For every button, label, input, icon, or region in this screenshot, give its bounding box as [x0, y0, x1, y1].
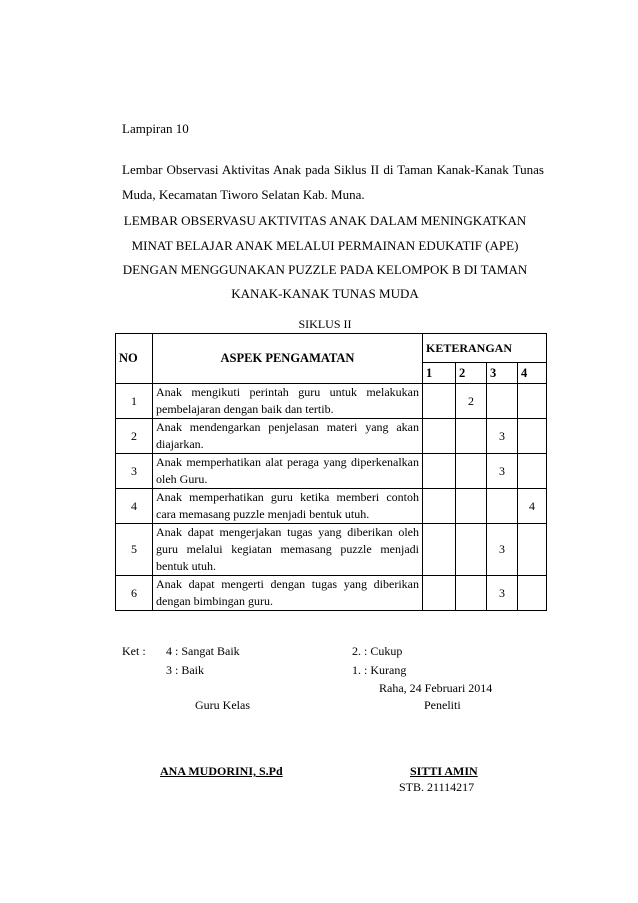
header-keterangan: KETERANGAN — [423, 334, 547, 363]
guru-kelas-label: Guru Kelas — [195, 698, 250, 712]
table-row — [116, 419, 547, 454]
score-cell — [487, 489, 518, 524]
header-aspek: ASPEK PENGAMATAN — [153, 334, 423, 384]
score-value: 3 — [487, 576, 518, 611]
row-number: 1 — [116, 384, 153, 419]
score-header-3: 3 — [487, 363, 518, 384]
table-header-row — [116, 334, 547, 363]
table-row — [116, 454, 547, 489]
table-row — [116, 576, 547, 611]
score-cell — [423, 384, 456, 419]
header-no: NO — [116, 334, 153, 384]
score-cell — [518, 419, 547, 454]
score-cell — [456, 419, 487, 454]
row-aspek: Anak dapat mengerjakan tugas yang diberikan oleh guru melalui kegiatan memasang puzzle menjadi bentuk utuh. — [153, 524, 423, 576]
score-cell — [423, 524, 456, 576]
score-header-2: 2 — [456, 363, 487, 384]
legend-ket-label: Ket : — [122, 644, 146, 658]
score-cell — [423, 454, 456, 489]
score-cell — [456, 489, 487, 524]
score-value: 3 — [487, 419, 518, 454]
peneliti-name: SITTI AMIN — [410, 764, 478, 778]
table-row — [116, 524, 547, 576]
score-cell — [518, 576, 547, 611]
score-header-1: 1 — [423, 363, 456, 384]
row-number: 3 — [116, 454, 153, 489]
table-row — [116, 489, 547, 524]
row-aspek: Anak mengikuti perintah guru untuk melakukan pembelajaran dengan baik dan tertib. — [153, 384, 423, 419]
row-number: 2 — [116, 419, 153, 454]
row-number: 6 — [116, 576, 153, 611]
legend-item-1: 1. : Kurang — [352, 663, 407, 677]
score-cell — [456, 576, 487, 611]
score-cell — [518, 524, 547, 576]
lampiran-label: Lampiran 10 — [122, 121, 189, 136]
guru-kelas-name: ANA MUDORINI, S.Pd — [160, 764, 283, 778]
row-aspek: Anak memperhatikan guru ketika memberi contoh cara memasang puzzle menjadi bentuk utuh. — [153, 489, 423, 524]
title-line-4: KANAK-KANAK TUNAS MUDA — [231, 286, 419, 301]
row-aspek: Anak memperhatikan alat peraga yang diperkenalkan oleh Guru. — [153, 454, 423, 489]
intro-line-1: Lembar Observasi Aktivitas Anak pada Siklus II di Taman Kanak-Kanak Tunas — [122, 162, 544, 177]
score-cell — [518, 384, 547, 419]
row-number: 5 — [116, 524, 153, 576]
score-value: 3 — [487, 454, 518, 489]
score-value: 3 — [487, 524, 518, 576]
intro-line-2: Muda, Kecamatan Tiworo Selatan Kab. Muna. — [122, 187, 365, 202]
place-date: Raha, 24 Februari 2014 — [379, 681, 493, 695]
row-number: 4 — [116, 489, 153, 524]
legend-item-2: 2. : Cukup — [352, 644, 403, 658]
observation-table — [115, 333, 547, 611]
legend-item-4: 4 : Sangat Baik — [166, 644, 240, 658]
peneliti-id: STB. 21114217 — [399, 780, 475, 794]
score-value: 2 — [456, 384, 487, 419]
score-cell — [423, 419, 456, 454]
title-line-2: MINAT BELAJAR ANAK MELALUI PERMAINAN EDUKATIF (APE) — [131, 238, 519, 253]
title-line-3: DENGAN MENGGUNAKAN PUZZLE PADA KELOMPOK B DI TAMAN — [122, 262, 528, 277]
score-header-4: 4 — [518, 363, 547, 384]
title-line-1: LEMBAR OBSERVASU AKTIVITAS ANAK DALAM MENINGKATKAN — [123, 213, 527, 228]
score-cell — [518, 454, 547, 489]
peneliti-label: Peneliti — [424, 698, 461, 712]
score-cell — [487, 384, 518, 419]
table-row — [116, 384, 547, 419]
score-cell — [423, 576, 456, 611]
score-value: 4 — [518, 489, 547, 524]
row-aspek: Anak mendengarkan penjelasan materi yang akan diajarkan. — [153, 419, 423, 454]
row-aspek: Anak dapat mengerti dengan tugas yang diberikan dengan bimbingan guru. — [153, 576, 423, 611]
score-cell — [456, 454, 487, 489]
siklus-label: SIKLUS II — [298, 317, 352, 331]
legend-item-3: 3 : Baik — [166, 663, 204, 677]
score-cell — [423, 489, 456, 524]
score-cell — [456, 524, 487, 576]
